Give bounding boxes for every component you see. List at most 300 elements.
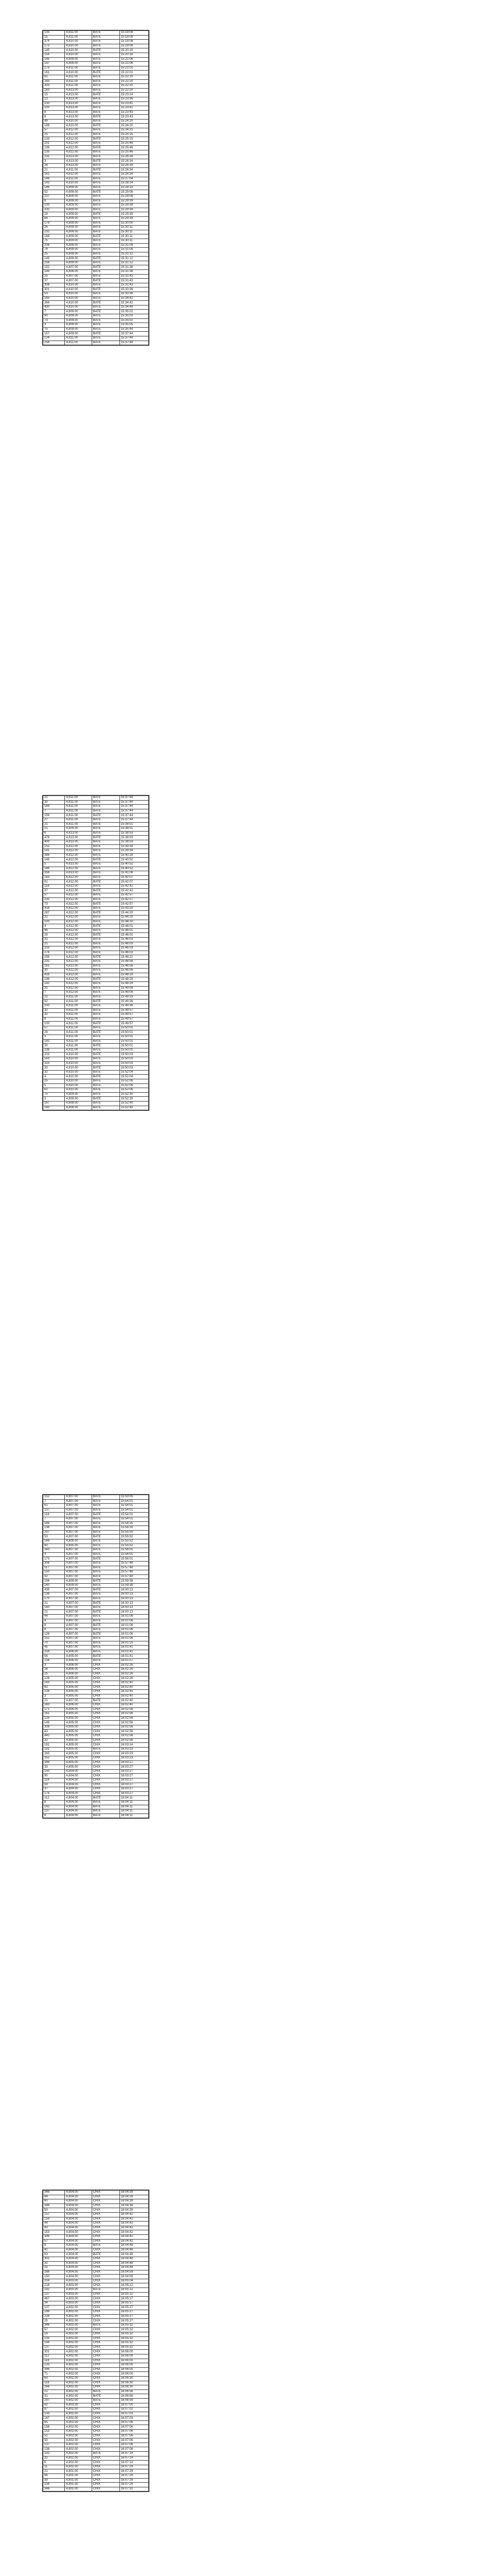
table-row <box>43 310 149 314</box>
volume-cell: 3 <box>43 1097 65 1101</box>
price-cell: 4,804.00 <box>65 1805 92 1809</box>
venue-cell: BATE <box>92 924 119 929</box>
time-cell: 16:03:27 <box>119 1791 148 1796</box>
volume-cell: 100 <box>43 204 65 208</box>
volume-cell: 348 <box>43 1760 65 1765</box>
venue-cell: BATE <box>92 1526 119 1531</box>
price-cell: 4,812.00 <box>65 938 92 942</box>
venue-cell: BATE <box>92 2452 119 2456</box>
venue-cell: BATE <box>92 999 119 1004</box>
venue-cell: BATE <box>92 226 119 230</box>
volume-cell: 8 <box>43 1623 65 1628</box>
venue-cell: BATE <box>92 150 119 155</box>
volume-cell: 7 <box>43 310 65 314</box>
time-cell: 15:26:34 <box>119 168 148 173</box>
volume-cell: 29 <box>43 212 65 217</box>
table-row <box>43 2191 149 2195</box>
table-row <box>43 2212 149 2217</box>
table-row <box>43 1756 149 1761</box>
time-cell: 16:03:23 <box>119 1756 148 1761</box>
volume-cell: 92 <box>43 999 65 1004</box>
price-cell: 4,809.00 <box>65 310 92 314</box>
volume-cell: 167 <box>43 1101 65 1106</box>
venue-cell: BATE <box>92 1570 119 1575</box>
price-cell: 4,804.00 <box>65 2270 92 2275</box>
venue-cell: BATE <box>92 1017 119 1022</box>
price-cell: 4,802.00 <box>65 2341 92 2346</box>
venue-cell: BATE <box>92 57 119 62</box>
volume-cell: 30 <box>43 800 65 805</box>
volume-cell: 21 <box>43 942 65 946</box>
table-row <box>43 1053 149 1057</box>
table-row <box>43 2398 149 2403</box>
price-cell: 4,802.00 <box>65 2447 92 2452</box>
price-cell: 4,811.00 <box>65 1004 92 1008</box>
venue-cell: CHIX <box>92 2447 119 2452</box>
table-row <box>43 1787 149 1792</box>
time-cell: 15:31:43 <box>119 283 148 287</box>
time-cell: 15:31:12 <box>119 261 148 265</box>
venue-cell: BATE <box>92 1654 119 1659</box>
venue-cell: CHIX <box>92 1672 119 1676</box>
price-cell: 4,812.00 <box>65 924 92 929</box>
volume-cell: 57 <box>43 1026 65 1030</box>
table-row <box>43 243 149 248</box>
price-cell: 4,809.00 <box>65 827 92 832</box>
table-row <box>43 2345 149 2350</box>
price-cell: 4,804.00 <box>65 1800 92 1805</box>
volume-cell: 264 <box>43 301 65 306</box>
time-cell: 15:34:42 <box>119 296 148 301</box>
table-row <box>43 2288 149 2293</box>
price-cell: 4,812.00 <box>65 916 92 920</box>
venue-cell: BATE <box>92 796 119 801</box>
venue-cell: BATE <box>92 119 119 124</box>
venue-cell: BATE <box>92 274 119 279</box>
venue-cell: CHIX <box>92 1791 119 1796</box>
venue-cell: CHIX <box>92 2332 119 2337</box>
time-cell: 15:44:20 <box>119 920 148 924</box>
table-row <box>43 1079 149 1084</box>
volume-cell: 135 <box>43 2336 65 2341</box>
price-cell: 4,805.00 <box>65 1760 92 1765</box>
venue-cell: BATE <box>92 875 119 880</box>
time-cell: 15:30:11 <box>119 239 148 243</box>
volume-cell: 118 <box>43 2359 65 2363</box>
time-cell: 16:04:39 <box>119 2199 148 2204</box>
price-cell: 4,809.00 <box>65 230 92 234</box>
venue-cell: BATE <box>92 1004 119 1008</box>
volume-cell: 37 <box>43 1787 65 1792</box>
table-row <box>43 951 149 955</box>
price-cell: 4,808.00 <box>65 1106 92 1110</box>
volume-cell: 26 <box>43 1668 65 1672</box>
venue-cell: BATE <box>92 831 119 836</box>
venue-cell: BATE <box>92 212 119 217</box>
venue-cell: BATE <box>92 1022 119 1026</box>
price-cell: 4,806.00 <box>65 1539 92 1544</box>
table-row <box>43 995 149 999</box>
venue-cell: CHIX <box>92 2408 119 2412</box>
venue-cell: BATE <box>92 942 119 946</box>
price-cell: 4,812.00 <box>65 942 92 946</box>
volume-cell: 65 <box>43 2420 65 2425</box>
table-row <box>43 2266 149 2270</box>
venue-cell: CHIX <box>92 2465 119 2469</box>
table-row <box>43 938 149 942</box>
price-cell: 4,813.00 <box>65 840 92 844</box>
table-row <box>43 97 149 101</box>
price-cell: 4,805.00 <box>65 1756 92 1761</box>
table-row <box>43 1070 149 1075</box>
table-row <box>43 194 149 199</box>
price-cell: 4,805.00 <box>65 1685 92 1690</box>
venue-cell: BATE <box>92 44 119 48</box>
volume-cell: 96 <box>43 928 65 933</box>
venue-cell: CHIX <box>92 2456 119 2461</box>
table-row <box>43 977 149 982</box>
venue-cell: BATE <box>92 110 119 115</box>
volume-cell: 31 <box>43 938 65 942</box>
venue-cell: BATE <box>92 301 119 306</box>
venue-cell: CHIX <box>92 2354 119 2359</box>
venue-cell: BATE <box>92 265 119 270</box>
volume-cell: 25 <box>43 132 65 137</box>
price-cell: 4,809.00 <box>65 239 92 243</box>
price-cell: 4,802.00 <box>65 2354 92 2359</box>
venue-cell: BATE <box>92 867 119 871</box>
price-cell: 4,809.00 <box>65 212 92 217</box>
table-row <box>43 292 149 297</box>
time-cell: 15:26:34 <box>119 163 148 168</box>
time-cell: 15:52:30 <box>119 1092 148 1097</box>
price-cell: 4,804.00 <box>65 2257 92 2261</box>
time-cell: 16:01:41 <box>119 1654 148 1659</box>
price-cell: 4,804.00 <box>65 2234 92 2239</box>
table-row <box>43 1083 149 1088</box>
venue-cell: BATE <box>92 1601 119 1606</box>
price-cell: 4,802.00 <box>65 2359 92 2363</box>
table-row <box>43 2275 149 2279</box>
price-cell: 4,812.00 <box>65 867 92 871</box>
price-cell: 4,801.00 <box>65 2474 92 2479</box>
time-cell: 15:48:29 <box>119 973 148 977</box>
volume-cell: 256 <box>43 261 65 265</box>
venue-cell: CHIX <box>92 2469 119 2474</box>
venue-cell: CHIX <box>92 1752 119 1756</box>
volume-cell: 435 <box>43 1588 65 1592</box>
price-cell: 4,810.00 <box>65 305 92 310</box>
price-cell: 4,810.00 <box>65 181 92 186</box>
table-row <box>43 902 149 907</box>
price-cell: 4,805.00 <box>65 1712 92 1717</box>
price-cell: 4,804.00 <box>65 2212 92 2217</box>
venue-cell: CHIX <box>92 1712 119 1717</box>
table-row <box>43 57 149 62</box>
venue-cell: BATE <box>92 991 119 995</box>
time-cell: 15:30:00 <box>119 221 148 226</box>
venue-cell: BATE <box>92 1504 119 1509</box>
time-cell: 16:04:42 <box>119 2212 148 2217</box>
volume-cell: 136 <box>43 1592 65 1597</box>
volume-cell: 232 <box>43 155 65 159</box>
venue-cell: CHIX <box>92 1743 119 1748</box>
volume-cell: 8 <box>43 115 65 120</box>
time-cell: 16:02:40 <box>119 1703 148 1707</box>
time-cell: 15:23:24 <box>119 93 148 97</box>
time-cell: 16:07:03 <box>119 2412 148 2416</box>
venue-cell: BATE <box>92 884 119 889</box>
price-cell: 4,811.00 <box>65 341 92 345</box>
volume-cell: 308 <box>43 283 65 287</box>
volume-cell: 21 <box>43 822 65 827</box>
volume-cell: 255 <box>43 955 65 960</box>
price-cell: 4,804.00 <box>65 2275 92 2279</box>
table-row <box>43 1654 149 1659</box>
table-row <box>43 2403 149 2408</box>
venue-cell: CHIX <box>92 2226 119 2230</box>
table-row <box>43 2372 149 2377</box>
venue-cell: BATE <box>92 230 119 234</box>
volume-cell: 352 <box>43 1756 65 1761</box>
time-cell: 15:46:56 <box>119 964 148 969</box>
venue-cell: BATE <box>92 208 119 212</box>
venue-cell: BATE <box>92 1508 119 1513</box>
table-row <box>43 248 149 252</box>
table-row <box>43 1646 149 1650</box>
venue-cell: BATE <box>92 310 119 314</box>
price-cell: 4,811.00 <box>65 79 92 84</box>
price-cell: 4,803.00 <box>65 2292 92 2297</box>
table-row <box>43 2350 149 2354</box>
time-cell: 16:06:00 <box>119 2354 148 2359</box>
table-row <box>43 1097 149 1101</box>
venue-cell: BATE <box>92 141 119 146</box>
table-row <box>43 239 149 243</box>
time-cell: 15:31:09 <box>119 248 148 252</box>
volume-cell: 3 <box>43 1694 65 1699</box>
time-cell: 16:02:56 <box>119 1716 148 1721</box>
price-cell: 4,809.00 <box>65 318 92 323</box>
table-row <box>43 2310 149 2315</box>
trades-table-1 <box>42 30 149 346</box>
volume-cell: 15 <box>43 35 65 40</box>
price-cell: 4,809.00 <box>65 248 92 252</box>
time-cell: 16:02:40 <box>119 1685 148 1690</box>
venue-cell: BATE <box>92 243 119 248</box>
price-cell: 4,807.00 <box>65 1526 92 1531</box>
table-row <box>43 2248 149 2252</box>
time-cell: 15:35:44 <box>119 327 148 332</box>
price-cell: 4,810.00 <box>65 119 92 124</box>
price-cell: 4,802.00 <box>65 2336 92 2341</box>
venue-cell: CHIX <box>92 2443 119 2447</box>
volume-cell: 32 <box>43 986 65 991</box>
price-cell: 4,812.00 <box>65 146 92 150</box>
price-cell: 4,810.00 <box>65 1083 92 1088</box>
venue-cell: CHIX <box>92 2199 119 2204</box>
time-cell: 16:02:56 <box>119 1707 148 1712</box>
table-row <box>43 973 149 977</box>
time-cell: 15:37:44 <box>119 336 148 341</box>
table-row <box>43 1730 149 1734</box>
venue-cell: BATE <box>92 1039 119 1044</box>
time-cell: 15:30:11 <box>119 226 148 230</box>
venue-cell: BATE <box>92 48 119 53</box>
table-row <box>43 858 149 862</box>
table-row <box>43 2469 149 2474</box>
table-row <box>43 62 149 66</box>
volume-cell: 154 <box>43 53 65 57</box>
time-cell: 16:04:42 <box>119 2222 148 2226</box>
time-cell: 16:06:30 <box>119 2376 148 2381</box>
time-cell: 15:38:53 <box>119 831 148 836</box>
volume-cell: 346 <box>43 2323 65 2328</box>
venue-cell: BATE <box>92 2398 119 2403</box>
volume-cell: 118 <box>43 1778 65 1783</box>
time-cell: 15:50:01 <box>119 1044 148 1048</box>
volume-cell: 3 <box>43 1035 65 1040</box>
price-cell: 4,801.00 <box>65 2478 92 2483</box>
venue-cell: BATE <box>92 827 119 832</box>
price-cell: 4,802.00 <box>65 2438 92 2443</box>
volume-cell: 44 <box>43 1615 65 1619</box>
volume-cell: 124 <box>43 336 65 341</box>
table-row <box>43 159 149 164</box>
price-cell: 4,809.00 <box>65 1583 92 1588</box>
table-row <box>43 2408 149 2412</box>
table-row <box>43 1641 149 1646</box>
price-cell: 4,807.00 <box>65 1517 92 1521</box>
price-cell: 4,813.00 <box>65 155 92 159</box>
venue-cell: BATE <box>92 66 119 71</box>
volume-cell: 173 <box>43 1557 65 1562</box>
time-cell: 15:53:05 <box>119 1495 148 1500</box>
table-row <box>43 1765 149 1770</box>
table-row <box>43 2447 149 2452</box>
volume-cell: 59 <box>43 1783 65 1787</box>
time-cell: 16:04:59 <box>119 2275 148 2279</box>
price-cell: 4,811.00 <box>65 66 92 71</box>
time-cell: 15:27:04 <box>119 177 148 181</box>
table-row <box>43 1690 149 1694</box>
venue-cell: BATE <box>92 190 119 195</box>
venue-cell: BATE <box>92 239 119 243</box>
table-row <box>43 1672 149 1676</box>
price-cell: 4,806.00 <box>65 1703 92 1707</box>
price-cell: 4,807.00 <box>65 1495 92 1500</box>
time-cell: 16:07:06 <box>119 2443 148 2447</box>
price-cell: 4,810.00 <box>65 1053 92 1057</box>
time-cell: 15:31:43 <box>119 279 148 283</box>
venue-cell: BATE <box>92 1106 119 1110</box>
price-cell: 4,802.00 <box>65 2350 92 2354</box>
price-cell: 4,801.00 <box>65 2469 92 2474</box>
time-cell: 15:38:53 <box>119 840 148 844</box>
time-cell: 16:05:17 <box>119 2301 148 2306</box>
venue-cell: BATE <box>92 2394 119 2399</box>
price-cell: 4,810.00 <box>65 1070 92 1075</box>
venue-cell: BATE <box>92 2389 119 2394</box>
table-row <box>43 893 149 898</box>
price-cell: 4,804.00 <box>65 1809 92 1814</box>
venue-cell: BATE <box>92 216 119 221</box>
price-cell: 4,809.00 <box>65 57 92 62</box>
table-row <box>43 2381 149 2385</box>
venue-cell: BATE <box>92 1026 119 1030</box>
time-cell: 16:02:56 <box>119 1721 148 1725</box>
table-row <box>43 1574 149 1579</box>
time-cell: 15:49:36 <box>119 999 148 1004</box>
price-cell: 4,808.00 <box>65 1101 92 1106</box>
volume-cell: 173 <box>43 44 65 48</box>
venue-cell: CHIX <box>92 2483 119 2487</box>
price-cell: 4,804.00 <box>65 2230 92 2235</box>
table-row <box>43 173 149 177</box>
venue-cell: BATE <box>92 889 119 893</box>
time-cell: 16:03:27 <box>119 1778 148 1783</box>
time-cell: 15:54:01 <box>119 1508 148 1513</box>
venue-cell: CHIX <box>92 1716 119 1721</box>
time-cell: 16:04:39 <box>119 2208 148 2213</box>
table-row <box>43 999 149 1004</box>
time-cell: 16:07:14 <box>119 2452 148 2456</box>
volume-cell: 7 <box>43 991 65 995</box>
table-row <box>43 1809 149 1814</box>
volume-cell: 152 <box>43 1495 65 1500</box>
volume-cell: 238 <box>43 1048 65 1053</box>
volume-cell: 32 <box>43 2261 65 2266</box>
table-row <box>43 128 149 133</box>
table-row <box>43 2306 149 2310</box>
table-row <box>43 1814 149 1818</box>
table-row <box>43 318 149 323</box>
time-cell: 16:01:41 <box>119 1646 148 1650</box>
table-row <box>43 314 149 319</box>
table-row <box>43 234 149 239</box>
venue-cell: BATE <box>92 1544 119 1548</box>
price-cell: 4,811.00 <box>65 1017 92 1022</box>
venue-cell: BATE <box>92 1610 119 1615</box>
venue-cell: BATE <box>92 1641 119 1646</box>
price-cell: 4,810.00 <box>65 44 92 48</box>
volume-cell: 297 <box>43 2398 65 2403</box>
price-cell: 4,809.00 <box>65 1097 92 1101</box>
table-row <box>43 110 149 115</box>
table-row <box>43 2336 149 2341</box>
time-cell: 15:26:34 <box>119 155 148 159</box>
volume-cell: 232 <box>43 2452 65 2456</box>
table-row <box>43 124 149 128</box>
table-row <box>43 2252 149 2257</box>
time-cell: 16:07:29 <box>119 2474 148 2479</box>
volume-cell: 8 <box>43 1814 65 1818</box>
time-cell: 16:01:06 <box>119 1632 148 1637</box>
volume-cell: 63 <box>43 2376 65 2381</box>
price-cell: 4,811.00 <box>65 1035 92 1040</box>
venue-cell: BATE <box>92 1075 119 1079</box>
volume-cell: 57 <box>43 128 65 133</box>
time-cell: 15:42:57 <box>119 902 148 907</box>
price-cell: 4,812.00 <box>65 991 92 995</box>
table-row <box>43 1592 149 1597</box>
price-cell: 4,807.00 <box>65 1530 92 1535</box>
volume-cell: 143 <box>43 1681 65 1685</box>
venue-cell: BATE <box>92 1552 119 1557</box>
table-row <box>43 1557 149 1562</box>
volume-cell: 301 <box>43 2350 65 2354</box>
table-row <box>43 991 149 995</box>
